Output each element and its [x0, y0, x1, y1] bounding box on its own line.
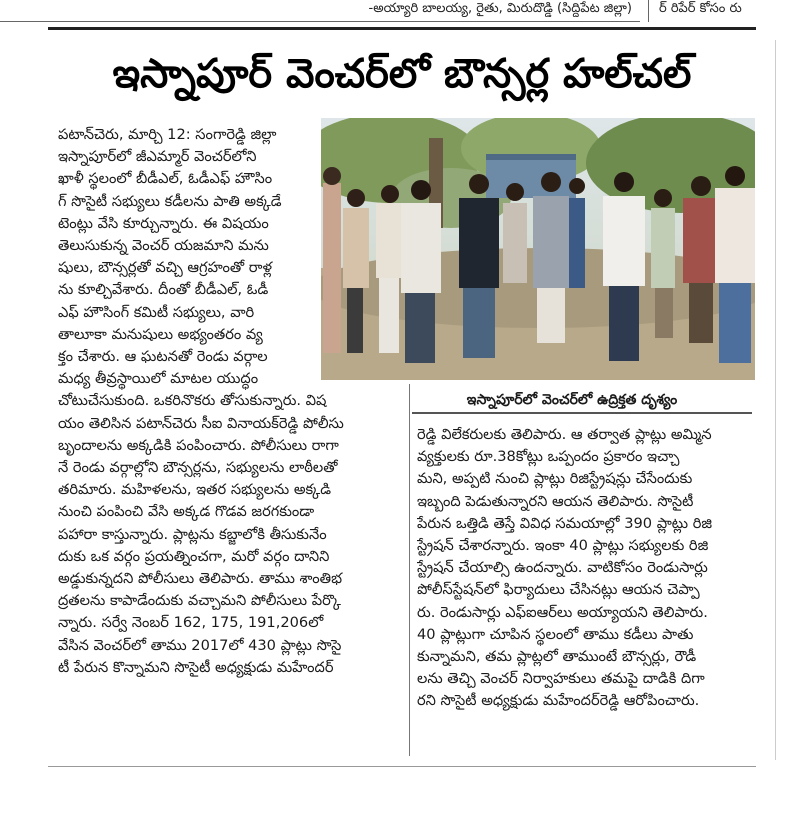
headline-top-rule — [48, 27, 756, 30]
article-text-line: పేరున ఒత్తిడి తెస్తే వివిధ సమయాల్లో 390 ప్లాట్లు రిజి — [417, 514, 713, 532]
article-text-line: స్ట్రేషన్ చేశారన్నారు. ఇంకా 40 ప్లాట్లు సభ్యులకు రిజి — [417, 537, 709, 555]
article-text-line: వేసిన వెంచర్‌లో తాము 2017లో 430 ప్లాట్లు సొసై — [58, 636, 342, 654]
article-text-line: మని, అప్పటి నుంచి ప్లాట్లు రిజిస్ట్రేషన్లు చేసేందుకు — [417, 470, 693, 488]
previous-article-byline: -అయ్యారి బాలయ్య, రైతు, మిరుదొడ్డి (సిద్దిపేట జిల్లా) — [0, 0, 640, 22]
article-text-line: ఖాళీ స్థలంలో బీడీఎల్, ఓడీఎఫ్ హౌసిం — [58, 170, 273, 188]
page-edge-rule — [775, 40, 776, 760]
article-text-line: ఎఫ్ హౌసింగ్ కమిటీ సభ్యులు, వారి — [58, 303, 255, 321]
article-text-line: చోటుచేసుకుంది. ఒకరినొకరు తోసుకున్నారు. విష — [58, 392, 327, 410]
article-text-line: గ్ సొసైటీ సభ్యులు కడీలను పాతి అక్కడే — [58, 192, 282, 210]
column-divider — [409, 384, 410, 756]
article-text-line: యం తెలిసిన పటాన్‌చెరు సీఐ వినాయక్‌రెడ్డి పోలీసు — [58, 414, 344, 432]
article-text-line: లను తెచ్చి వెంచర్ నిర్వాహకులు తమపై దాడికి దిగా — [417, 670, 705, 688]
top-strip — [0, 0, 800, 26]
article-text-line: అడ్డుకున్నదని పోలీసులు తెలిపారు. తాము శాంతిభ — [58, 570, 343, 588]
article-text-line: రెడ్డి విలేకరులకు తెలిపారు. ఆ తర్వాత ప్లాట్లు అమ్మిన — [417, 426, 712, 443]
article-text-line: తాలూకా మనుషులు అభ్యంతరం వ్య — [58, 325, 263, 343]
article-text-line: తెలుసుకున్న వెంచర్ యజమాని మను — [58, 237, 269, 255]
article-bottom-rule — [48, 766, 756, 767]
article-right-column — [417, 424, 755, 754]
article-text-line: ఇబ్బంది పెడుతున్నారని ఆయన తెలిపారు. సొసైటీ — [417, 492, 694, 510]
news-photo — [321, 118, 755, 380]
article-text-line: రు. రెండుసార్లు ఎఫ్‌ఐఆర్‌లు అయ్యాయని తెలిపారు. — [417, 603, 708, 621]
article-text-line: రని సొసైటీ అధ్యక్షుడు మహేందర్‌రెడ్డి ఆరోపించారు. — [417, 692, 700, 710]
article-text-line: ద్రతలను కాపాడేందుకు వచ్చామని పోలీసులు పేర్కొ — [58, 592, 341, 610]
article-text-line: దుకు ఒక వర్గం ప్రయత్నించగా, మరో వర్గం దానిని — [58, 547, 330, 565]
photo-caption: ఇస్నాపూర్‌లో వెంచర్‌లో ఉద్రిక్తత దృశ్యం — [466, 392, 678, 408]
right-column-text — [417, 424, 755, 713]
article-text-line: షులు, బౌన్సర్లతో వచ్చి ఆగ్రహంతో రాళ్ల — [58, 259, 273, 277]
caption-underline — [412, 412, 752, 414]
article-text-line: ను కూల్చివేశారు. దీంతో బీడీఎల్, ఓడీ — [58, 281, 269, 299]
article-text-line: పటాన్‌చెరు, మార్చి 12: సంగారెడ్డి జిల్లా — [58, 126, 277, 143]
article-text-line: నే రెండు వర్గాల్లోని బౌన్సర్లను, సభ్యులను లాఠీలతో — [58, 459, 338, 477]
article-text-line: క్తం చేశారు. ఆ ఘటనతో రెండు వర్గాల — [58, 348, 268, 366]
article-text-line: 40 ప్లాట్లుగా చూపిన స్థలంలో తాము కడీలు పాతు — [417, 625, 694, 643]
article-text-line: టెంట్లు వేసి కూర్చున్నారు. ఈ విషయం — [58, 214, 269, 232]
article-text-line: పోలీస్‌స్టేషన్‌లో ఫిర్యాదులు చేసినట్లు ఆయన చెప్పా — [417, 581, 700, 599]
article-text-line: బృందాలను అక్కడికి పంపించారు. పోలీసులు రాగా — [58, 436, 339, 454]
article-headline: ఇస్నాపూర్ వెంచర్‌లో బౌన్సర్ల హల్‌చల్ — [112, 51, 692, 97]
article-text-line: తరిమారు. మహిళలను, ఇతర సభ్యులను అక్కడి — [58, 481, 332, 499]
article-text-line: స్ట్రేషన్ చేయాల్సి ఉందన్నారు. వాటికోసం రెండుసార్లు — [417, 559, 708, 577]
article-text-line: మధ్య తీవ్రస్థాయిలో మాటల యుద్ధం — [58, 370, 259, 388]
article-text-line: నుంచి పంపించి వేసి అక్కడ గొడవ జరగకుండా — [58, 503, 315, 521]
article-text-line: కున్నామని, తమ ప్లాట్లలో తాముంటే బౌన్సర్లు, రౌడీ — [417, 648, 697, 666]
article-text-line: పహారా కాస్తున్నారు. ప్లాట్లను కబ్జాలోకి తీసుకునేం — [58, 525, 327, 543]
article-text-line: టీ పేరున కొన్నామని సొసైటీ అధ్యక్షుడు మహేందర్ — [58, 658, 334, 676]
article-text-line: న్నారు. సర్వే నెంబర్ 162, 175, 191,206లో — [58, 614, 324, 632]
article-text-line: వ్యక్తులకు రూ.38కోట్లు ఒప్పందం ప్రకారం ఇచ్చా — [417, 448, 680, 466]
adjacent-article-snippet: ర్ రిపేర్ కోసం రు — [648, 0, 800, 22]
news-photo-illustration — [321, 118, 755, 380]
article-text-line: ఇస్నాపూర్‌లో జీఎమ్మార్ వెంచర్‌లోని — [58, 148, 257, 166]
